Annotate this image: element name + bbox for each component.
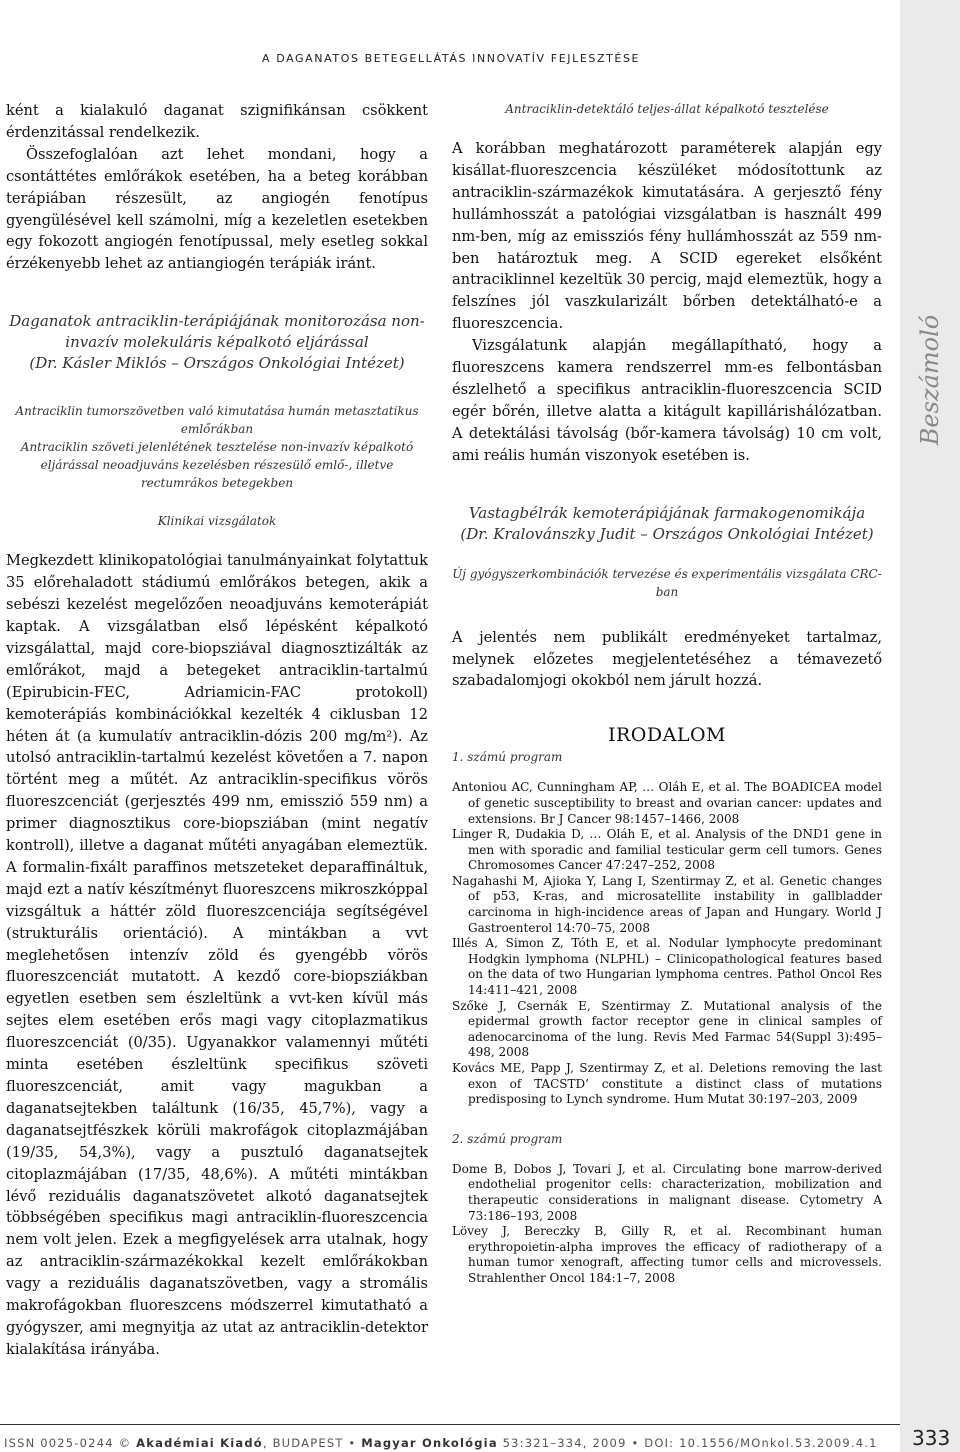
reference: Kovács ME, Papp J, Szentirmay Z, et al. Deletions removing the last exon of TACSTD’ constitute a distinct class of mutations predisposing to Lynch syndrome. Hum Mutat 30:197–203, 2009 — [452, 1061, 882, 1107]
references-heading: IRODALOM — [608, 724, 726, 747]
subsection-title: Antraciklin tumorszövetben való kimutatása humán metasztatikus emlőrákban — [15, 404, 419, 437]
subsection-title: Antraciklin-detektáló teljes-állat képalkotó tesztelése — [505, 102, 829, 116]
footer-journal: Magyar Onkológia — [361, 1436, 498, 1450]
footer-issn: ISSN 0025-0244 © — [4, 1436, 137, 1450]
paragraph: A korábban meghatározott paraméterek alapján egy kisállat-fluoreszcencia készüléket módosítottunk az antraciklin-származékok kimutatására. A gerjesztő fény hullámhosszát a patológiai vizsgálatban is használt 499 nm-ben, míg az emissziós fény hullámhosszát az 559 nm-ben határoztuk meg. A SCID egereket elsőként antraciklinnel kezeltük 30 percig, majd elemeztük, hogy a felszínes jól vaszkularizált bőrben detektálható-e a fluoreszcencia. — [452, 140, 882, 333]
subsection-title: Új gyógyszerkombinációk tervezése és experimentális vizsgálata CRC-ban — [452, 566, 882, 599]
footer — [4, 1436, 878, 1450]
paragraph: Összefoglalóan azt lehet mondani, hogy a csontáttétes emlőrákok esetében, ha a beteg korábban terápiában részesült, az angiogén fenotípus gyengülésével kell számolni, míg a kezeletlen esetekben egy fokozott angiogén fenotípussal, mely esetleg sokkal érzékenyebb lehet az antiangiogén terápiák iránt. — [6, 145, 428, 273]
subsection-title: Antraciklin szöveti jelenlétének tesztelése non-invazív képalkotó eljárással neoadjuváns kezelésben részesülő emlő-, illetve rectumrákos betegekben — [20, 440, 414, 491]
footer-publisher: Akadémiai Kiadó — [136, 1436, 263, 1450]
footer-city: , BUDAPEST • — [262, 1436, 362, 1450]
section-label — [900, 300, 960, 460]
right-column — [452, 100, 882, 1287]
reference: Nagahashi M, Ajioka Y, Lang I, Szentirmay Z, et al. Genetic changes of p53, K-ras, and microsatellite instability in gallbladder carcinoma in high-incidence areas of Japan and Hungary. World J Gastroenterol 14:70–75, 2008 — [452, 873, 882, 935]
reference: Linger R, Dudakia D, … Oláh E, et al. Analysis of the DND1 gene in men with sporadic and familial testicular germ cell tumors. Genes Chromosomes Cancer 47:247–252, 2008 — [452, 827, 882, 873]
sidebar-strip — [900, 0, 960, 1452]
reference: Dome B, Dobos J, Tovari J, et al. Circulating bone marrow-derived endothelial progenitor cells: characterization, mobilization and therapeutic considerations in malignant disease. Cytometry A 73:186–193, 2008 — [452, 1161, 882, 1223]
program-heading: 1. számú program — [452, 750, 563, 765]
paragraph: Megkezdett klinikopatológiai tanulmányainkat folytattuk 35 előrehaladott stádiumú emlőrákos betegen, akik a sebészi kezelést megelőzően neoadjuváns kemoterápiát kaptak. A vizsgálatban első lépésként képalkotó vizsgálattal, majd core-biopsziával diagnosztizálták az emlőrákot, majd a betegeket antraciklin-tartalmú (Epirubicin-FEC, Adriamicin-FAC protokoll) kemoterápiás kombinációkkal kezelték 4 ciklusban 12 héten át (a kumulatív antraciklin-dózis 200 mg/m²). Az utolsó antraciklin-tartalmú kezelést követően a 7. napon történt meg a műtét. Az antraciklin-specifikus vörös fluoreszcenciát (gerjesztés 499 nm, emisszió 559 nm) a primer diagnosztikus core-biopsziában (mint negatív kontroll), illetve a daganat műtéti anyagában elemeztük. A formalin-fixált paraffinos metszeteket deparaffináltuk, majd ezt a natív készítményt fluoreszcens mikroszkóppal vizsgáltuk a háttér zöld fluoreszcenciája segítségével (strukturális orientáció). A mintákban a vvt meglehetősen intenzív zöld és gyengébb vörös fluoreszcenciát mutatott. A kezdő core-biopsziákban egyetlen esetben sem észleltünk a vvt-ken kívül más sejtes elem esetében erős magi vagy citoplazmatikus fluoreszcenciát (0/35). Ugyanakkor valamennyi műtéti minta esetében észleltünk specifikus szöveti fluoreszcenciát, amit vagy magukban a daganatsejtekben találtunk (16/35, 45,7%), vagy a daganatsejtfészkek körüli makrofágok citoplazmájában (19/35, 54,3%), vagy a pusztuló daganatsejtek citoplazmájában (17/35, 48,6%). A műtéti mintákban lévő reziduális daganatszövetet alkotó daganatsejtek többségében specifikus magi antraciklin-fluoreszcencia nem volt jelen. Ezek a megfigyelések arra utalnak, hogy az antraciklin-származékokkal kezelt emlőrákokban vagy a reziduális daganatszövetben, vagy a stromális makrofágokban fluoreszcens módszerrel kimutatható a gyógyszer, ami megnyitja az utat az antraciklin-detektor kialakítása irányába. — [6, 552, 428, 1358]
section-author: (Dr. Kralovánszky Judit – Országos Onkológiai Intézet) — [460, 524, 874, 543]
program-heading: 2. számú program — [452, 1131, 563, 1146]
section-title: Vastagbélrák kemoterápiájának farmakogenomikája — [468, 503, 866, 522]
footer-citation: 53:321–334, 2009 • DOI: 10.1556/MOnkol.53.2009.4.1 — [497, 1436, 878, 1450]
paragraph: A jelentés nem publikált eredményeket tartalmaz, melynek előzetes megjelentetéséhez a témavezető szabadalomjogi okokból nem járult hozzá. — [452, 628, 882, 690]
subsection-title: Klinikai vizsgálatok — [157, 514, 277, 529]
reference: Illés A, Simon Z, Tóth E, et al. Nodular lymphocyte predominant Hodgkin lymphoma (NLPHL) – Clinicopathological features based on the data of two Hungarian lymphoma centres. Pathol Oncol Res 14:411–421, 2008 — [452, 936, 882, 998]
left-column — [6, 100, 428, 1361]
reference: Lövey J, Bereczky B, Gilly R, et al. Recombinant human erythropoietin-alpha improves the efficacy of radiotherapy of a human tumor xenograft, affecting tumor cells and microvessels. Strahlenther Oncol 184:1–7, 2008 — [452, 1224, 882, 1285]
paragraph: ként a kialakuló daganat szignifikánsan csökkent érdenzitással rendelkezik. — [6, 102, 428, 141]
reference: Szőke J, Csernák E, Szentirmay Z. Mutational analysis of the epidermal growth factor receptor gene in clinical samples of adenocarcinoma of the lung. Revis Med Farmac 54(Suppl 3):495–498, 2008 — [452, 998, 882, 1060]
page-number: 333 — [912, 1426, 951, 1450]
footer-rule — [0, 1424, 900, 1425]
running-header: A DAGANATOS BETEGELLÁTÁS INNOVATÍV FEJLESZTÉSE — [262, 52, 641, 65]
reference: Antoniou AC, Cunningham AP, … Oláh E, et al. The BOADICEA model of genetic susceptibility to breast and ovarian cancer: updates and extensions. Br J Cancer 98:1457–1466, 2008 — [452, 780, 882, 826]
section-author: (Dr. Kásler Miklós – Országos Onkológiai Intézet) — [29, 354, 405, 373]
section-title: Daganatok antraciklin-terápiájának monitorozása non-invazív molekuláris képalkotó eljárással — [9, 312, 425, 352]
section-label-text: Beszámoló — [916, 314, 944, 446]
paragraph: Vizsgálatunk alapján megállapítható, hogy a fluoreszcens kamera rendszerrel mm-es felbontásban észlelhető a specifikus antraciklin-fluoreszcencia SCID egér bőrén, illetve alatta a kitágult kapillárishálózatban. A detektálási távolság (bőr-kamera távolság) 10 cm volt, ami reális humán viszonyok esetében is. — [452, 337, 882, 464]
